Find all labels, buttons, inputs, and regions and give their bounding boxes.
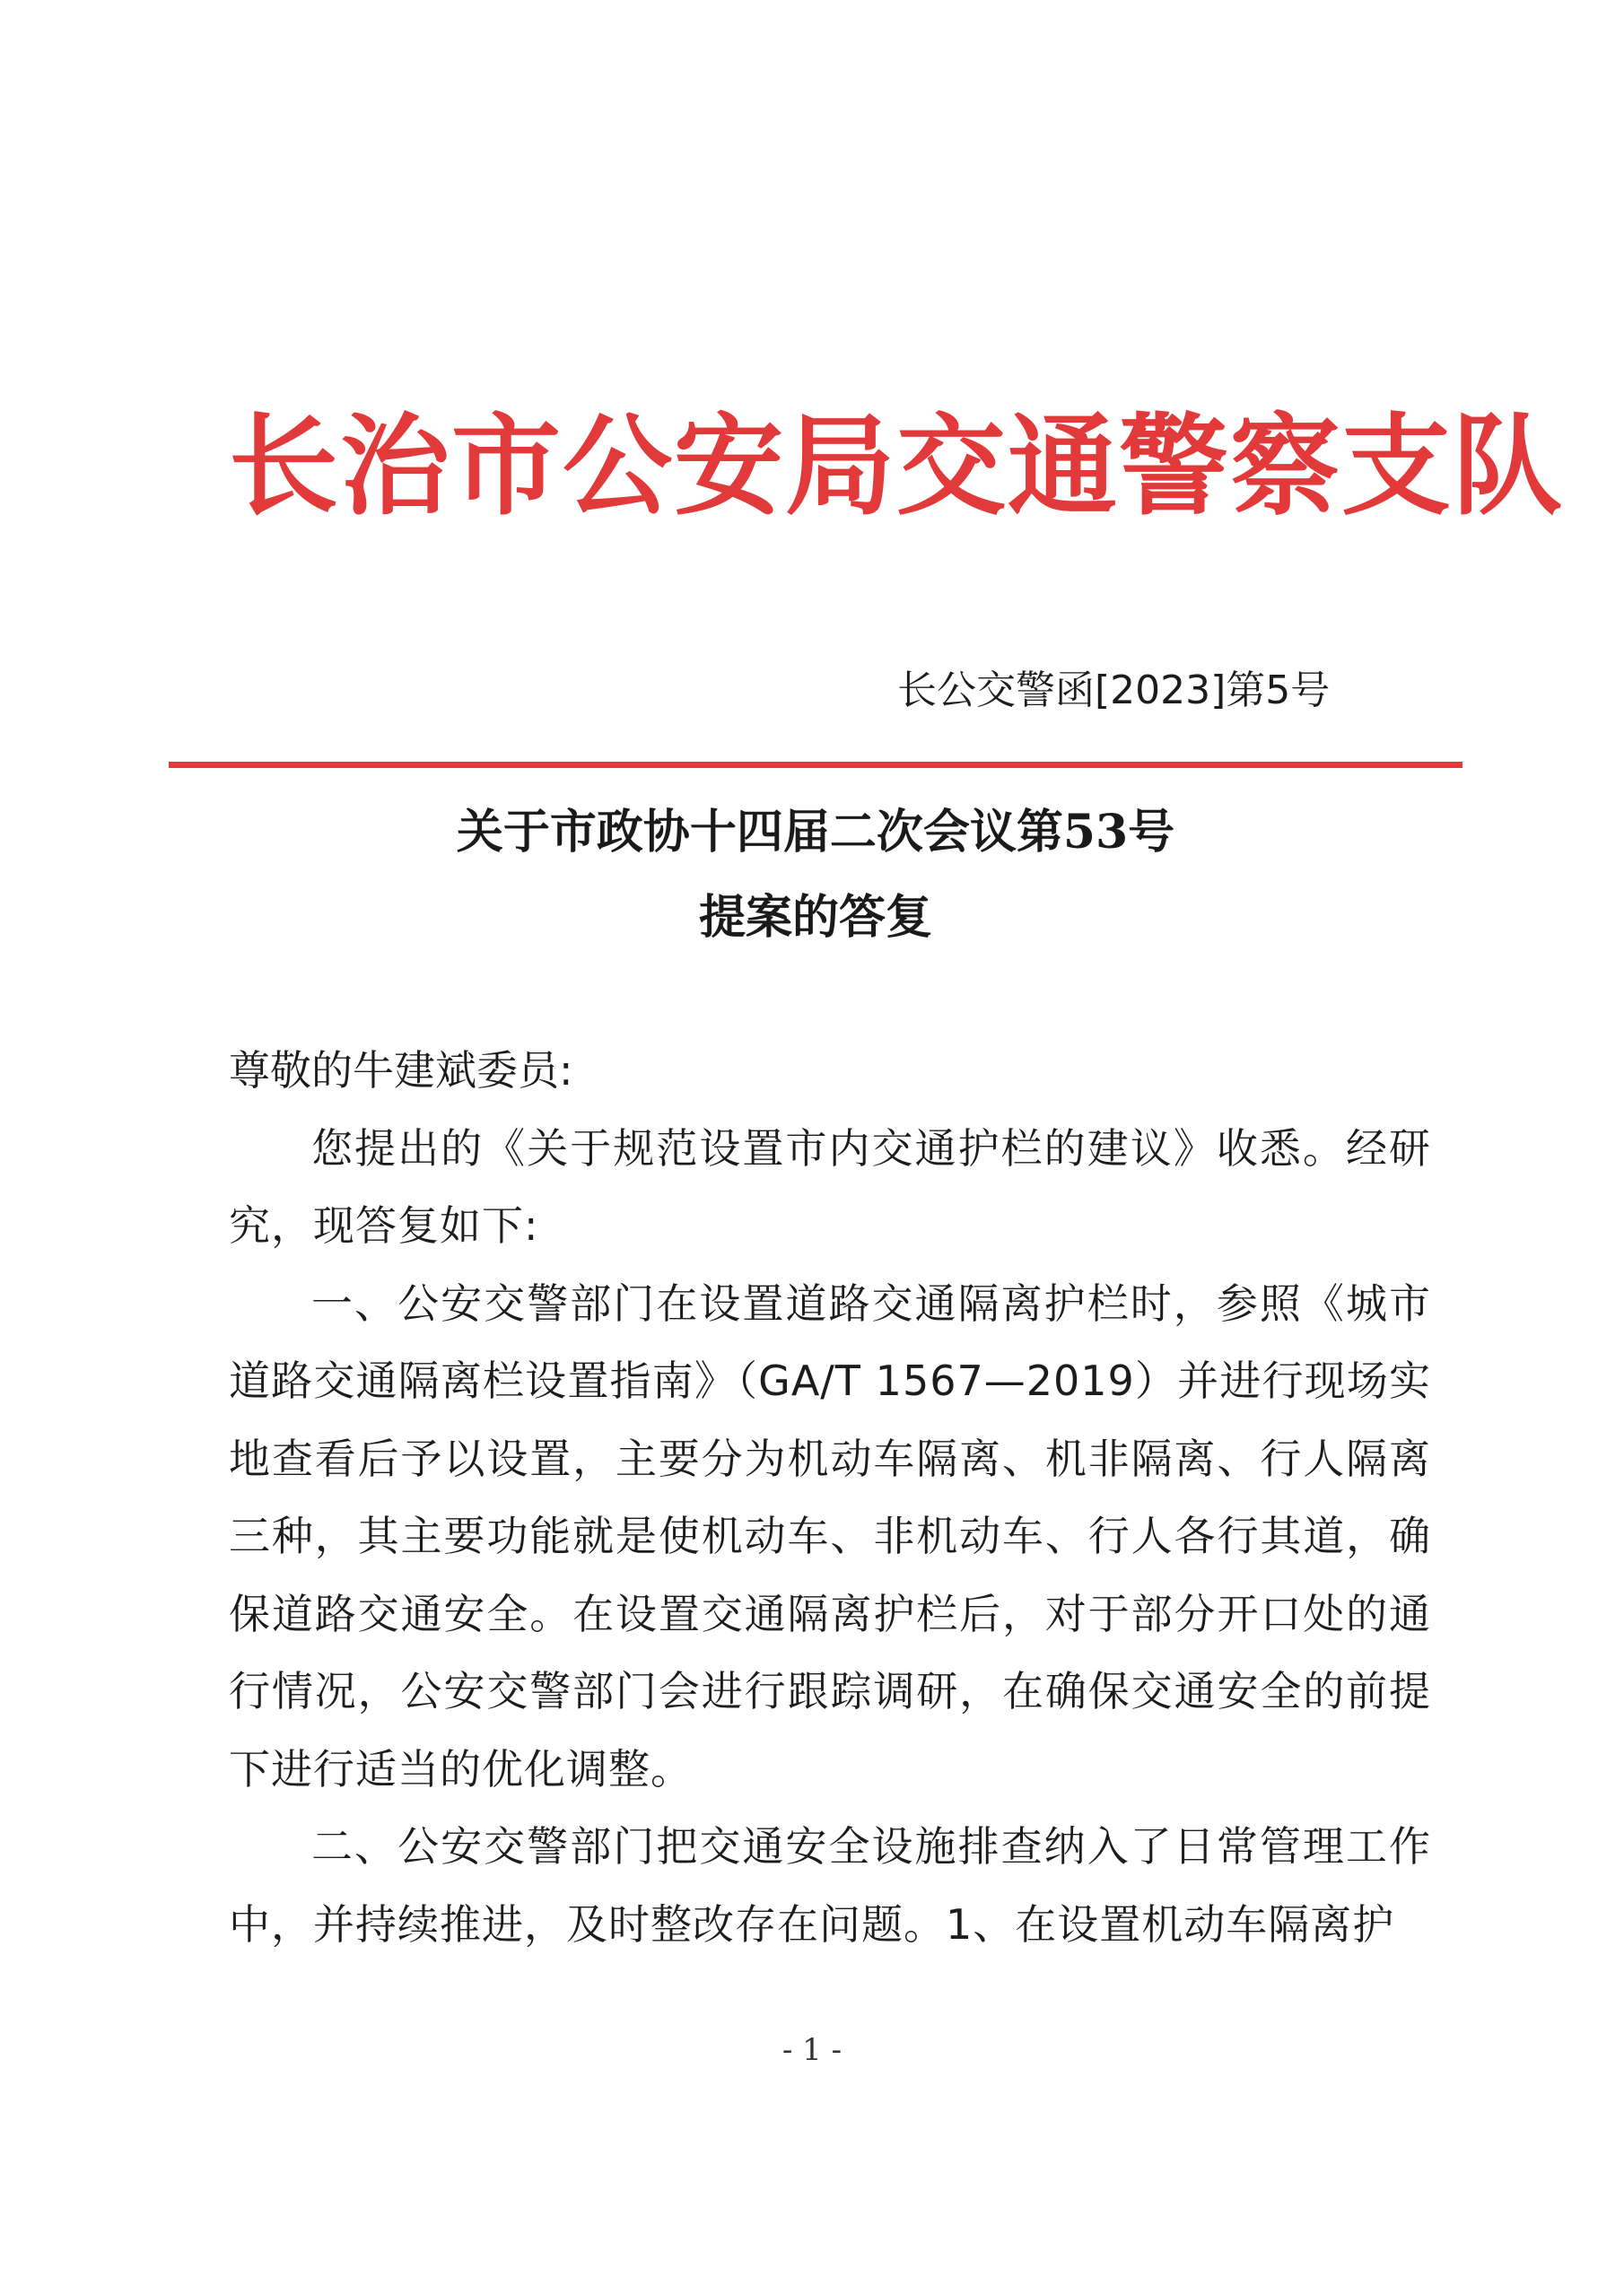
paragraph-section-one: 一、公安交警部门在设置道路交通隔离护栏时，参照《城市道路交通隔离栏设置指南》（GA/T 1567—2019）并进行现场实地查看后予以设置，主要分为机动车隔离、机非隔离、行人隔离三种，其主要功能就是使机动车、非机动车、行人各行其道，确保道路交通安全。在设置交通隔离护栏后，对于部分开口处的通行情况，公安交警部门会进行跟踪调研，在确保交通安全的前提下进行适当的优化调整。 [229,1278,1431,1793]
red-separator-line [169,762,1462,768]
document-number: 长公交警函[2023]第5号 [897,668,1331,713]
paragraph-intro: 您提出的《关于规范设置市内交通护栏的建议》收悉。经研究，现答复如下: [229,1123,1431,1250]
document-title-line-1: 关于市政协十四届二次会议第53号 [456,805,1175,860]
issuing-organization-header: 长治市公安局交通警察支队 [229,403,1564,530]
paragraph-section-two: 二、公安交警部门把交通安全设施排查纳入了日常管理工作中，并持续推进，及时整改存在问题。1、在设置机动车隔离护 [229,1822,1431,1949]
document-body [229,1032,1431,1963]
document-title-line-2: 提案的答复 [698,890,932,945]
page-number: - 1 - [781,2032,843,2068]
document-title [169,790,1462,960]
salutation: 尊敬的牛建斌委员: [229,1046,573,1095]
